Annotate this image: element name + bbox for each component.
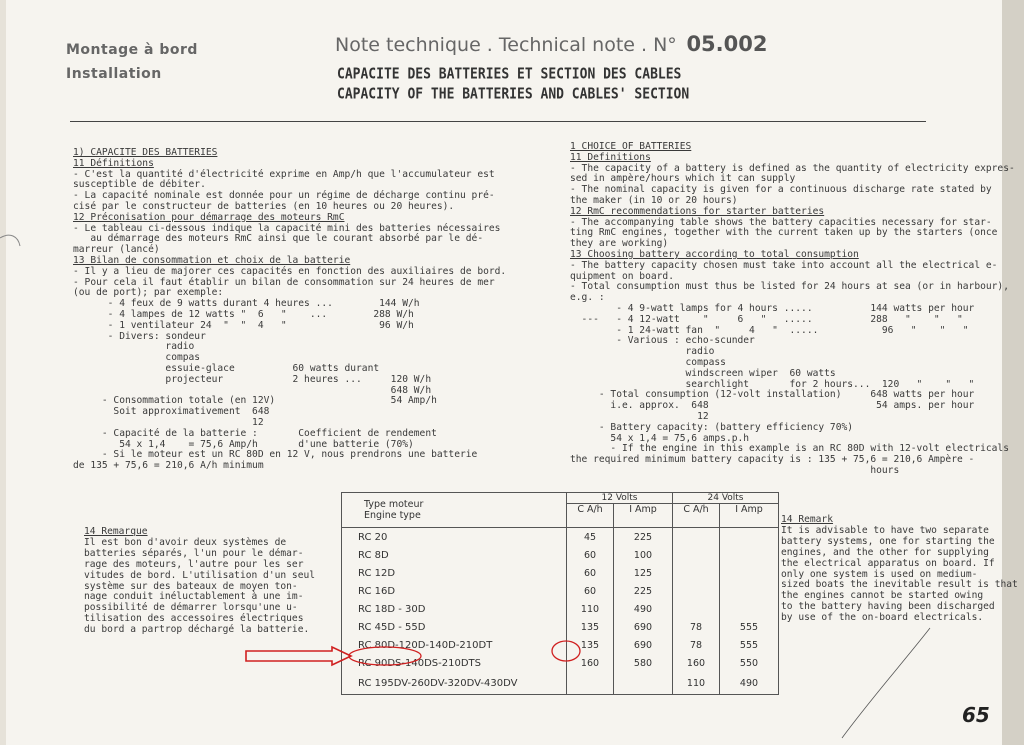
- english-text-line: - The battery capacity chosen must take into account all the electrical e-: [570, 259, 998, 271]
- remark-english-line: sized boats the inevitable result is that: [781, 579, 1018, 591]
- iamp-12v-cell: 580: [614, 654, 673, 672]
- engine-cell: RC 90DS-140DS-210DTS: [342, 654, 567, 672]
- battery-table: [341, 492, 779, 695]
- french-text-line: - Consommation totale (en 12V) 54 Amp/h: [73, 395, 437, 407]
- engine-cell: RC 8D: [342, 546, 567, 564]
- english-text-line: - Total consumption must thus be listed for 24 hours at sea (or in harbour),: [570, 281, 1009, 293]
- iamp-24v-cell: 555: [720, 618, 779, 636]
- cah-24v-cell: 78: [673, 618, 720, 636]
- remark-french-line: vitudes de bord. L'utilisation d'un seul: [84, 569, 316, 581]
- iamp-12v-cell: [614, 672, 673, 695]
- remark-english-line: only one system is used on medium-: [781, 568, 978, 580]
- cah-12v-cell: 160: [567, 654, 614, 672]
- engine-cell: RC 80D-120D-140D-210DT: [342, 636, 567, 654]
- engine-cell: RC 18D - 30D: [342, 600, 567, 618]
- french-text-line: - 1 ventilateur 24 " " 4 " 96 W/h: [73, 319, 414, 331]
- cah-12v-cell: [567, 672, 614, 695]
- remark-french: [84, 527, 315, 636]
- engine-type-fr: Type moteur: [364, 499, 424, 510]
- remark-english-line: the electrical apparatus on board. If: [781, 557, 995, 569]
- french-text-line: - Pour cela il faut établir un bilan de consommation sur 24 heures de mer: [73, 276, 495, 288]
- cah-12v-cell: 110: [567, 600, 614, 618]
- french-text-line: 648 W/h: [73, 384, 432, 396]
- french-text-line: marreur (lancé): [73, 244, 160, 256]
- remark-french-line: tilisation des accessoires électriques: [84, 613, 304, 625]
- cah-24v-cell: 160: [673, 654, 720, 672]
- english-text-line: compass: [570, 356, 726, 368]
- english-text-line: --- - 4 12-watt " 6 " ..... 288 " " ": [570, 313, 963, 325]
- english-text-line: e.g. :: [570, 292, 605, 304]
- table-row: [342, 582, 779, 600]
- note-label: Note technique . Technical note . N°: [335, 34, 677, 56]
- french-text-line: au démarrage des moteurs RmC ainsi que le courant absorbé par le dé-: [73, 233, 484, 245]
- english-text-line: - If the engine in this example is an RC 80D with 12-volt electricals: [570, 443, 1009, 455]
- table-row: [342, 618, 779, 636]
- iamp-24v-cell: [720, 546, 779, 564]
- iamp-12v-cell: 225: [614, 528, 673, 547]
- remark-french-line: du bord a partrop déchargé la batterie.: [84, 624, 310, 636]
- french-text-line: - Capacité de la batterie : Coefficient de rendement: [73, 427, 437, 439]
- iamp-12v-cell: 225: [614, 582, 673, 600]
- cah-24v-cell: 78: [673, 636, 720, 654]
- table-row: [342, 546, 779, 564]
- cah-24v-cell: [673, 564, 720, 582]
- french-text-line: compas: [73, 352, 201, 364]
- remark-french-line: rage des moteurs, l'autre pour les ser: [84, 558, 304, 570]
- remark-english-line: to the battery having been discharged: [781, 601, 995, 613]
- engine-type-en: Engine type: [364, 510, 421, 521]
- english-text-line: the maker (in 10 or 20 hours): [570, 194, 738, 206]
- page-number: 65: [962, 703, 990, 727]
- iamp-12v-cell: 690: [614, 618, 673, 636]
- remark-french-line: nage conduit inéluctablement à une im-: [84, 591, 304, 603]
- iamp-24v-cell: [720, 582, 779, 600]
- header-rule: [70, 121, 926, 122]
- remark-french-line: Il est bon d'avoir deux systèmes de: [84, 536, 287, 548]
- table-row: [342, 600, 779, 618]
- remark-french-line: possibilité de démarrer lorsqu'une u-: [84, 602, 298, 614]
- header-24v-cah: C A/h: [673, 504, 720, 528]
- cah-24v-cell: 110: [673, 672, 720, 695]
- header-left-line1: Montage à bord: [66, 42, 198, 58]
- english-text-line: 54 x 1,4 = 75,6 amps.p.h: [570, 432, 750, 444]
- iamp-12v-cell: 690: [614, 636, 673, 654]
- english-text-line: - 4 9-watt lamps for 4 hours ..... 144 watts per hour: [570, 302, 975, 314]
- remark-french-line: système sur des bateaux de moyen ton-: [84, 580, 298, 592]
- header-left-line2: Installation: [66, 66, 162, 82]
- french-text-line: - 4 feux de 9 watts durant 4 heures ... 144 W/h: [73, 298, 420, 310]
- french-text-line: (ou de port); par exemple:: [73, 287, 224, 299]
- engine-cell: RC 12D: [342, 564, 567, 582]
- cah-24v-cell: [673, 582, 720, 600]
- english-text-line: sed in ampère/hours which it can supply: [570, 173, 796, 185]
- french-text-line: - Divers: sondeur: [73, 330, 206, 342]
- english-text-line: - The nominal capacity is given for a continuous discharge rate stated by: [570, 184, 992, 196]
- table-row: [342, 636, 779, 654]
- binder-hole-mark: [0, 235, 20, 246]
- english-text-line: 12: [570, 410, 709, 422]
- engine-cell: RC 45D - 55D: [342, 618, 567, 636]
- french-text-line: - Il y a lieu de majorer ces capacités en fonction des auxiliaires de bord.: [73, 265, 507, 277]
- cah-24v-cell: [673, 600, 720, 618]
- french-text-line: projecteur 2 heures ... 120 W/h: [73, 373, 432, 385]
- header-24v-iamp: I Amp: [720, 504, 779, 528]
- french-text-line: 1) CAPACITE DES BATTERIES: [73, 147, 218, 158]
- french-text-line: susceptible de débiter.: [73, 179, 206, 191]
- french-text-line: 12: [73, 416, 264, 428]
- french-text-line: - 4 lampes de 12 watts " 6 " ... 288 W/h: [73, 308, 414, 320]
- engine-cell: RC 195DV-260DV-320DV-430DV: [342, 672, 567, 695]
- french-text-line: - Le tableau ci-dessous indique la capacité mini des batteries nécessaires: [73, 222, 501, 234]
- title-english: CAPACITY OF THE BATTERIES AND CABLES' SECTION: [337, 86, 690, 104]
- english-text-line: 1 CHOICE OF BATTERIES: [570, 141, 692, 152]
- french-text-line: 12 Préconisation pour démarrage des moteurs RmC: [73, 211, 345, 223]
- french-text-line: - La capacité nominale est donnée pour un régime de décharge continu pré-: [73, 190, 495, 202]
- cah-24v-cell: [673, 546, 720, 564]
- english-text-line: 12 RmC recommendations for starter batteries: [570, 205, 825, 217]
- header-12v-cah: C A/h: [567, 504, 614, 528]
- french-text-line: - Si le moteur est un RC 80D en 12 V, nous prendrons une batterie: [73, 449, 478, 461]
- english-text-line: quipment on board.: [570, 270, 674, 282]
- iamp-24v-cell: 490: [720, 672, 779, 695]
- cah-12v-cell: 60: [567, 546, 614, 564]
- table-row: [342, 672, 779, 695]
- title-french: CAPACITE DES BATTERIES ET SECTION DES CABLES: [337, 66, 682, 84]
- iamp-24v-cell: [720, 564, 779, 582]
- header-12v-iamp: I Amp: [614, 504, 673, 528]
- cah-12v-cell: 45: [567, 528, 614, 547]
- table-row: [342, 564, 779, 582]
- french-text-line: essuie-glace 60 watts durant: [73, 362, 380, 374]
- english-text-line: - The capacity of a battery is defined as the quantity of electricity expres-: [570, 162, 1015, 174]
- remark-english-line: by use of the on-board electricals.: [781, 612, 984, 624]
- note-number: 05.002: [686, 32, 768, 56]
- english-text-line: - Battery capacity: (battery efficiency 70%): [570, 421, 854, 433]
- french-text-line: 13 Bilan de consommation et choix de la batterie: [73, 254, 351, 266]
- english-section: [570, 142, 1015, 477]
- english-text-line: - Various : echo-scunder: [570, 335, 755, 347]
- english-text-line: - 1 24-watt fan " 4 " ..... 96 " " ": [570, 324, 969, 336]
- iamp-12v-cell: 490: [614, 600, 673, 618]
- table-row: [342, 528, 779, 547]
- english-text-line: windscreen wiper 60 watts: [570, 367, 836, 379]
- iamp-24v-cell: 555: [720, 636, 779, 654]
- table-row: [342, 654, 779, 672]
- remark-english-line: battery systems, one for starting the: [781, 535, 995, 547]
- french-text-line: radio: [73, 341, 195, 353]
- french-text-line: cisé par le constructeur de batteries (en 10 heures ou 20 heures).: [73, 200, 455, 212]
- english-text-line: - Total consumption (12-volt installation) 648 watts per hour: [570, 389, 975, 401]
- remark-english: [781, 515, 1018, 624]
- header-24v: 24 Volts: [673, 493, 779, 504]
- header-12v: 12 Volts: [567, 493, 673, 504]
- cah-12v-cell: 135: [567, 618, 614, 636]
- remark-english-line: the engines cannot be started owing: [781, 590, 984, 602]
- iamp-12v-cell: 125: [614, 564, 673, 582]
- cah-24v-cell: [673, 528, 720, 547]
- pencil-stroke: [842, 628, 930, 738]
- engine-cell: RC 16D: [342, 582, 567, 600]
- english-text-line: - The accompanying table shows the battery capacities necessary for star-: [570, 216, 992, 228]
- french-text-line: 54 x 1,4 = 75,6 Amp/h d'une batterie (70%): [73, 438, 414, 450]
- french-text-line: de 135 + 75,6 = 210,6 A/h minimum: [73, 460, 264, 472]
- english-text-line: the required minimum battery capacity is : 135 + 75,6 = 210,6 Ampère -: [570, 454, 975, 466]
- remark-french-line: batteries séparés, l'un pour le démar-: [84, 547, 304, 559]
- iamp-24v-cell: 550: [720, 654, 779, 672]
- engine-type-header: [342, 493, 567, 528]
- cah-12v-cell: 135: [567, 636, 614, 654]
- engine-cell: RC 20: [342, 528, 567, 547]
- iamp-24v-cell: [720, 528, 779, 547]
- french-text-line: 11 Définitions: [73, 157, 154, 169]
- cah-12v-cell: 60: [567, 582, 614, 600]
- french-text-line: - C'est la quantité d'électricité exprime en Amp/h que l'accumulateur est: [73, 168, 495, 180]
- english-text-line: 11 Definitions: [570, 151, 651, 163]
- english-text-line: hours: [570, 464, 900, 476]
- red-arrow: [246, 647, 351, 665]
- remark-english-line: It is advisable to have two separate: [781, 524, 989, 536]
- iamp-12v-cell: 100: [614, 546, 673, 564]
- english-text-line: 13 Choosing battery according to total consumption: [570, 248, 859, 260]
- remark-english-line: 14 Remark: [781, 514, 833, 525]
- french-text-line: Soit approximativement 648: [73, 406, 270, 418]
- iamp-24v-cell: [720, 600, 779, 618]
- english-text-line: ting RmC engines, together with the current taken up by the starters (once: [570, 227, 998, 239]
- remark-french-line: 14 Remarque: [84, 526, 148, 537]
- english-text-line: i.e. approx. 648 54 amps. per hour: [570, 400, 975, 412]
- english-text-line: they are working): [570, 238, 669, 250]
- cah-12v-cell: 60: [567, 564, 614, 582]
- remark-english-line: engines, and the other for supplying: [781, 546, 989, 558]
- english-text-line: searchlight for 2 hours... 120 " " ": [570, 378, 975, 390]
- note-header: [335, 32, 767, 56]
- english-text-line: radio: [570, 346, 715, 358]
- french-section: [73, 148, 506, 472]
